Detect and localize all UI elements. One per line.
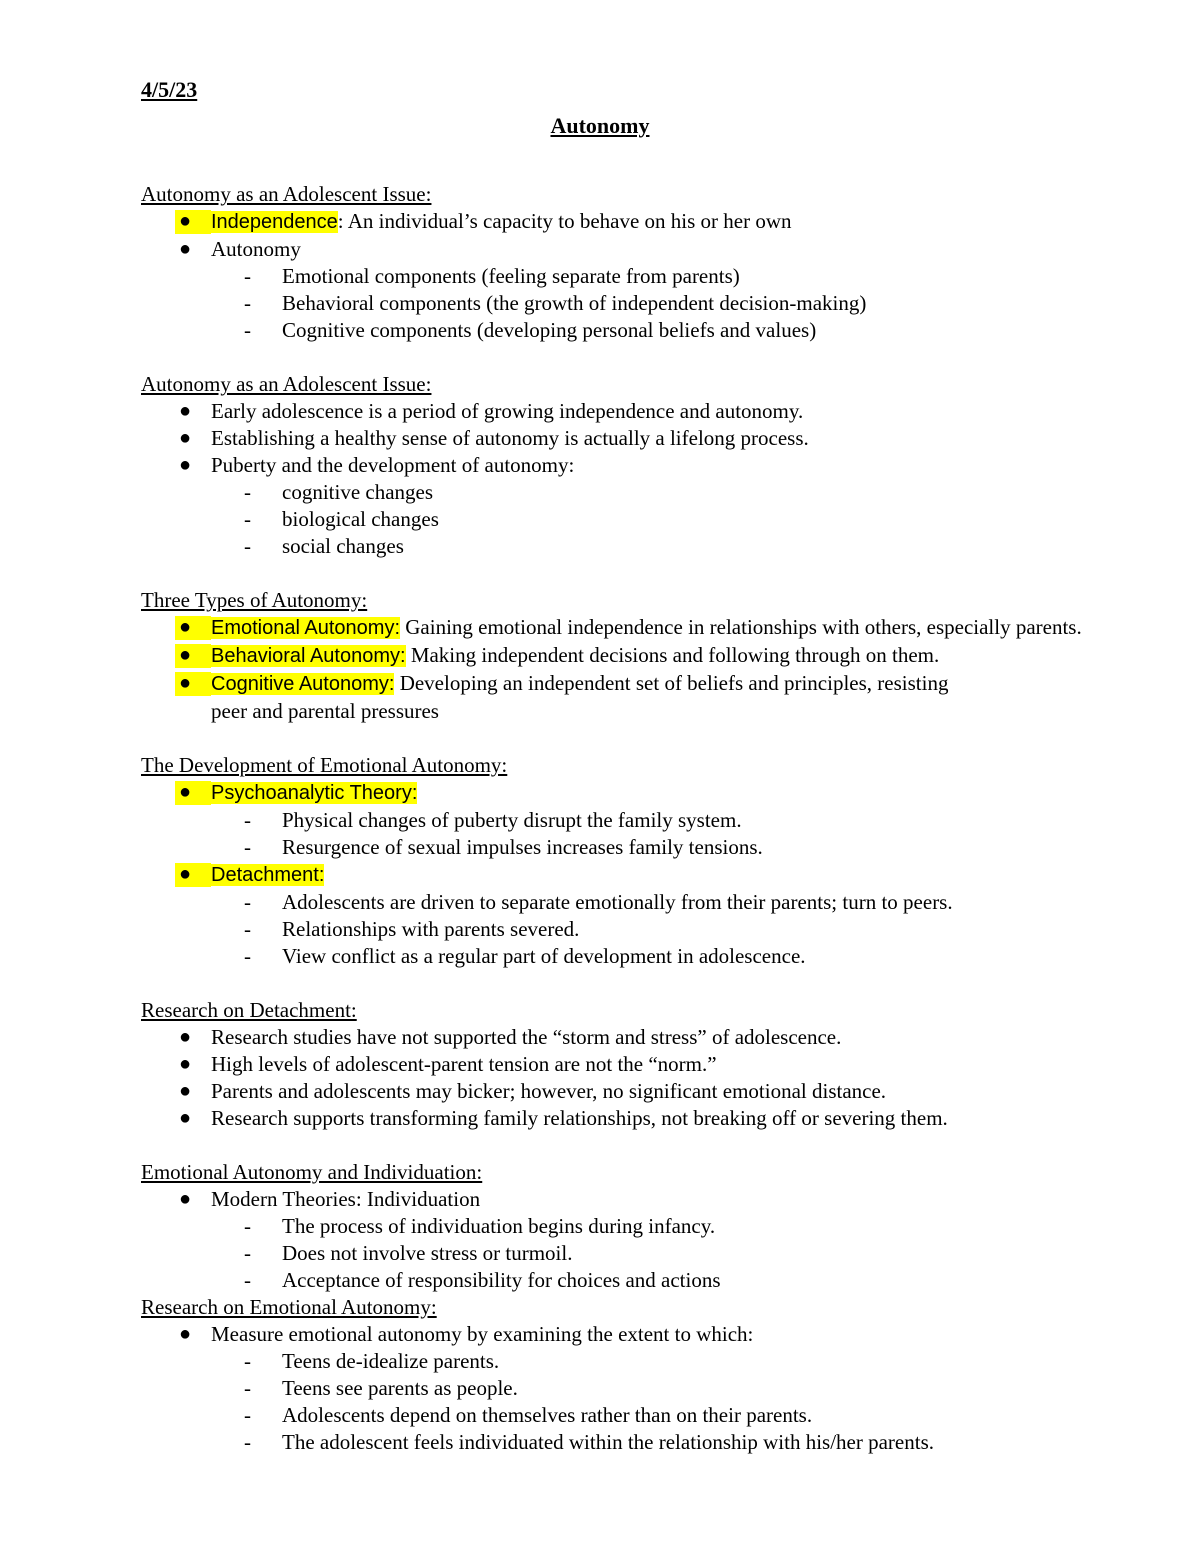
- sub-item-text: Behavioral components (the growth of independent decision-making): [282, 291, 867, 315]
- notes-content: [141, 181, 1196, 1456]
- sub-item-text: Resurgence of sexual impulses increases family tensions.: [282, 835, 763, 859]
- sub-item: [141, 317, 1196, 344]
- bullet-item: [141, 1051, 1196, 1078]
- bullet-text: Developing an independent set of beliefs and principles, resisting: [394, 671, 949, 695]
- bullet-icon: ●: [179, 400, 192, 422]
- bullet-icon: ●: [179, 644, 192, 666]
- section-heading: Autonomy as an Adolescent Issue:: [141, 182, 432, 206]
- sub-item: [141, 263, 1196, 290]
- sub-item: [141, 889, 1196, 916]
- dash-icon: -: [244, 835, 251, 859]
- bullet-text: Parents and adolescents may bicker; however, no significant emotional distance.: [211, 1079, 887, 1103]
- sub-item-text: Does not involve stress or turmoil.: [282, 1241, 573, 1265]
- dash-icon: -: [244, 890, 251, 914]
- sub-item-text: View conflict as a regular part of development in adolescence.: [282, 944, 806, 968]
- dash-icon: -: [244, 507, 251, 531]
- bullet-item: [141, 1078, 1196, 1105]
- section: [141, 752, 1196, 970]
- page-title: [0, 112, 1200, 139]
- dash-icon: -: [244, 1241, 251, 1265]
- section-gap: [141, 344, 1196, 371]
- bullet-item: [141, 452, 1196, 479]
- highlighted-term: Emotional Autonomy:: [211, 617, 400, 639]
- sub-item: [141, 1402, 1196, 1429]
- section-gap: [141, 1132, 1196, 1159]
- sub-item: [141, 479, 1196, 506]
- section: [141, 1294, 1196, 1456]
- bullet-item: [141, 642, 1196, 670]
- bullet-item: [141, 398, 1196, 425]
- bullet-icon: ●: [179, 1188, 192, 1210]
- section-heading: Three Types of Autonomy:: [141, 588, 368, 612]
- sub-item-text: cognitive changes: [282, 480, 434, 504]
- bullet-item: [141, 670, 1196, 698]
- highlighted-term: Cognitive Autonomy:: [211, 673, 395, 695]
- sub-item: [141, 1240, 1196, 1267]
- bullet-item: [141, 1105, 1196, 1132]
- section: [141, 997, 1196, 1132]
- bullet-icon: ●: [179, 616, 192, 638]
- bullet-icon: ●: [179, 1323, 192, 1345]
- sub-item: [141, 290, 1196, 317]
- bullet-icon: ●: [179, 1080, 192, 1102]
- sub-item-text: social changes: [282, 534, 404, 558]
- sub-item: [141, 506, 1196, 533]
- bullet-item: [141, 1321, 1196, 1348]
- sub-item: [141, 533, 1196, 560]
- bullet-item: [141, 1024, 1196, 1051]
- dash-icon: -: [244, 1403, 251, 1427]
- bullet-text: : An individual’s capacity to behave on his or her own: [337, 209, 792, 233]
- bullet-text: Establishing a healthy sense of autonomy is actually a lifelong process.: [211, 426, 809, 450]
- bullet-icon: ●: [179, 238, 192, 260]
- section-gap: [141, 970, 1196, 997]
- sub-item-text: Adolescents depend on themselves rather than on their parents.: [282, 1403, 813, 1427]
- sub-item-text: Teens see parents as people.: [282, 1376, 518, 1400]
- bullet-text: High levels of adolescent-parent tension are not the “norm.”: [211, 1052, 717, 1076]
- sub-item-text: Relationships with parents severed.: [282, 917, 580, 941]
- bullet-icon: ●: [179, 1053, 192, 1075]
- bullet-text: Autonomy: [211, 237, 301, 261]
- bullet-text: Measure emotional autonomy by examining the extent to which:: [211, 1322, 754, 1346]
- page-title-text: Autonomy: [550, 113, 650, 138]
- dash-icon: -: [244, 480, 251, 504]
- section: [141, 587, 1196, 725]
- sub-item-text: Adolescents are driven to separate emotionally from their parents; turn to peers.: [282, 890, 953, 914]
- dash-icon: -: [244, 1430, 251, 1454]
- sub-item: [141, 807, 1196, 834]
- highlighted-term: Psychoanalytic Theory:: [211, 782, 418, 804]
- section: [141, 371, 1196, 560]
- bullet-icon: ●: [179, 781, 192, 803]
- dash-icon: -: [244, 1214, 251, 1238]
- bullet-text: Modern Theories: Individuation: [211, 1187, 481, 1211]
- section-heading: The Development of Emotional Autonomy:: [141, 753, 508, 777]
- section-heading: Autonomy as an Adolescent Issue:: [141, 372, 432, 396]
- sub-item: [141, 1429, 1196, 1456]
- sub-item-text: Cognitive components (developing personal beliefs and values): [282, 318, 817, 342]
- dash-icon: -: [244, 534, 251, 558]
- sub-item-text: Physical changes of puberty disrupt the family system.: [282, 808, 742, 832]
- dash-icon: -: [244, 264, 251, 288]
- section-gap: [141, 560, 1196, 587]
- bullet-item: [141, 861, 1196, 889]
- sub-item: [141, 943, 1196, 970]
- bullet-icon: ●: [179, 1026, 192, 1048]
- sub-item: [141, 1348, 1196, 1375]
- bullet-text: Puberty and the development of autonomy:: [211, 453, 575, 477]
- sub-item-text: The process of individuation begins during infancy.: [282, 1214, 716, 1238]
- section-gap: [141, 725, 1196, 752]
- dash-icon: -: [244, 1376, 251, 1400]
- sub-item-text: Acceptance of responsibility for choices and actions: [282, 1268, 721, 1292]
- bullet-icon: ●: [179, 454, 192, 476]
- dash-icon: -: [244, 917, 251, 941]
- section: [141, 181, 1196, 344]
- dash-icon: -: [244, 944, 251, 968]
- dash-icon: -: [244, 291, 251, 315]
- sub-item: [141, 1267, 1196, 1294]
- sub-item: [141, 834, 1196, 861]
- section: [141, 1159, 1196, 1294]
- bullet-item: [141, 1186, 1196, 1213]
- bullet-icon: ●: [179, 1107, 192, 1129]
- bullet-icon: ●: [179, 672, 192, 694]
- section-heading: Research on Detachment:: [141, 998, 357, 1022]
- dash-icon: -: [244, 1268, 251, 1292]
- bullet-item: [141, 425, 1196, 452]
- section-heading: Research on Emotional Autonomy:: [141, 1295, 437, 1319]
- bullet-item: [141, 614, 1196, 642]
- bullet-item: [141, 208, 1196, 236]
- bullet-text: Early adolescence is a period of growing independence and autonomy.: [211, 399, 804, 423]
- dash-icon: -: [244, 1349, 251, 1373]
- bullet-text: Making independent decisions and following through on them.: [405, 643, 940, 667]
- highlighted-term: Behavioral Autonomy:: [211, 645, 406, 667]
- bullet-text: Research supports transforming family relationships, not breaking off or severing them.: [211, 1106, 948, 1130]
- sub-item-text: Emotional components (feeling separate from parents): [282, 264, 740, 288]
- note-date: 4/5/23: [141, 77, 198, 102]
- bullet-item: [141, 779, 1196, 807]
- sub-item-text: Teens de-idealize parents.: [282, 1349, 500, 1373]
- bullet-continuation: peer and parental pressures: [211, 699, 439, 723]
- bullet-icon: ●: [179, 210, 192, 232]
- bullet-icon: ●: [179, 863, 192, 885]
- section-heading: Emotional Autonomy and Individuation:: [141, 1160, 483, 1184]
- sub-item-text: biological changes: [282, 507, 439, 531]
- bullet-text: Gaining emotional independence in relationships with others, especially parents.: [400, 615, 1082, 639]
- sub-item: [141, 1375, 1196, 1402]
- dash-icon: -: [244, 808, 251, 832]
- sub-item: [141, 1213, 1196, 1240]
- highlighted-term: Independence: [211, 211, 338, 233]
- sub-item: [141, 916, 1196, 943]
- bullet-text: Research studies have not supported the “storm and stress” of adolescence.: [211, 1025, 842, 1049]
- bullet-icon: ●: [179, 427, 192, 449]
- dash-icon: -: [244, 318, 251, 342]
- highlighted-term: Detachment:: [211, 864, 325, 886]
- bullet-item: [141, 236, 1196, 263]
- sub-item-text: The adolescent feels individuated within the relationship with his/her parents.: [282, 1430, 934, 1454]
